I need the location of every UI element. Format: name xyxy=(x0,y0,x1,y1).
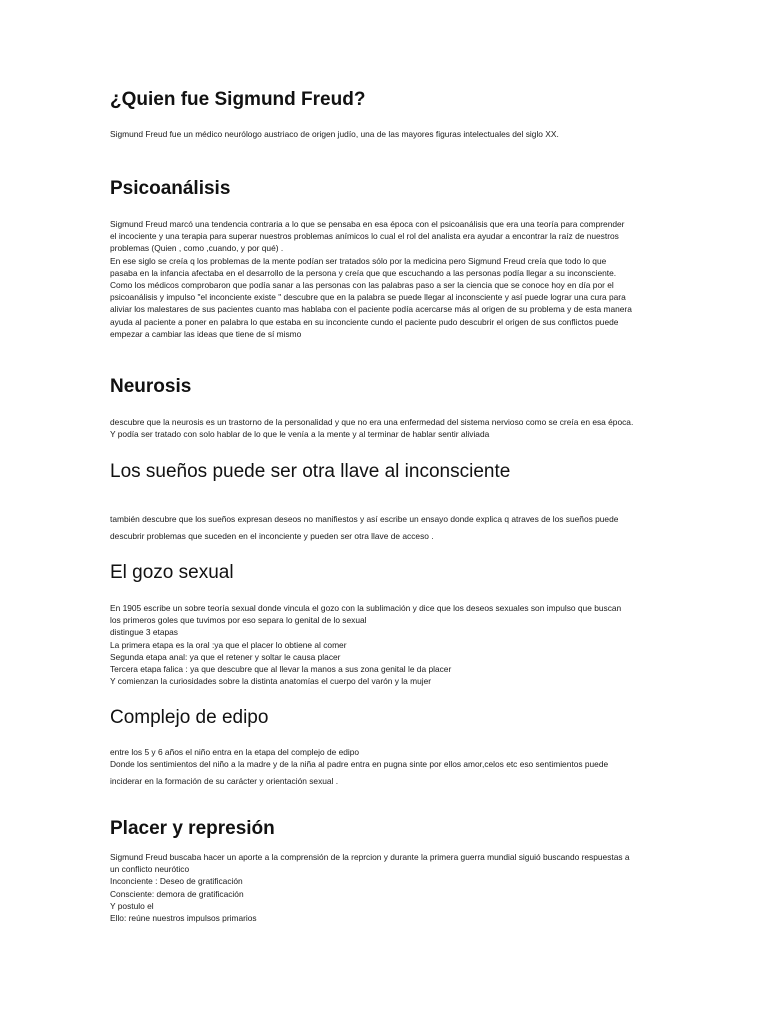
paragraph-gozo-sexual xyxy=(110,602,670,687)
text-line: descubrir problemas que suceden en el inconciente y pueden ser otra llave de acceso . xyxy=(110,531,434,541)
text-line: Sigmund Freud fue un médico neurólogo austriaco de origen judío, una de las mayores figuras intelectuales del siglo XX. xyxy=(110,129,559,139)
text-line: Ello: reúne nuestros impulsos primarios xyxy=(110,913,257,924)
section-heading-suenos: Los sueños puede ser otra llave al inconsciente xyxy=(110,461,511,482)
paragraph-complejo-edipo xyxy=(110,746,670,788)
text-line: Y podía ser tratado con solo hablar de lo que le venía a la mente y al terminar de hablar sentir aliviada xyxy=(110,429,490,440)
paragraph-quien-fue-freud xyxy=(110,128,670,140)
text-line: ayuda al paciente a poner en palabra lo que estaba en su inconciente cundo el paciente pudo descubrir el origen de sus conflictos puede xyxy=(110,316,619,327)
text-line: aliviar los malestares de sus pacientes cuanto mas hablaba con el paciente podía acercarse más al origen de su problema y de esta manera xyxy=(110,304,632,315)
text-line: Y postulo el xyxy=(110,900,154,911)
text-line: Como los médicos comprobaron que podía sanar a las personas con las palabras paso a ser la ciencia que se conoce hoy en día por el xyxy=(110,280,614,291)
text-line: Segunda etapa anal: ya que el retener y soltar le causa placer xyxy=(110,651,341,662)
text-line: Y comienzan la curiosidades sobre la distinta anatomías el cuerpo del varón y la mujer xyxy=(110,676,432,687)
paragraph-suenos xyxy=(110,511,670,545)
text-line: entre los 5 y 6 años el niño entra en la etapa del complejo de edipo xyxy=(110,747,360,757)
text-line: el incociente y una terapia para superar nuestros problemas anímicos lo cual el rol del analista era ayudar a encontrar la raíz de nuestros xyxy=(110,231,619,242)
text-line: Sigmund Freud buscaba hacer un aporte a la comprensión de la reprcion y durante la primera guerra mundial siguió buscando respuestas a xyxy=(110,852,630,862)
section-heading-complejo-edipo: Complejo de edipo xyxy=(110,707,269,728)
text-line: empezar a cambiar las ideas que tiene de sí mismo xyxy=(110,328,302,339)
text-line: Inconciente : Deseo de gratificación xyxy=(110,876,243,887)
text-line: Sigmund Freud marcó una tendencia contraria a lo que se pensaba en esa época con el psicoanálisis que era una teoría para comprender xyxy=(110,219,625,229)
text-line: descubre que la neurosis es un trastorno de la personalidad y que no era una enfermedad del sistema nervioso como se creía en esa época. xyxy=(110,417,634,427)
section-heading-psicoanalisis: Psicoanálisis xyxy=(110,178,231,199)
section-heading-quien-fue-freud: ¿Quien fue Sigmund Freud? xyxy=(110,89,366,110)
text-line: problemas (Quien , como ,cuando, y por qué) . xyxy=(110,243,284,254)
paragraph-placer-represion xyxy=(110,851,670,924)
text-line: Tercera etapa falica : ya que descubre que al llevar la manos a sus zona genital le da placer xyxy=(110,664,452,675)
text-line: En ese siglo se creía q los problemas de la mente podían ser tratados sólo por la medicina pero Sigmund Freud creía que todo lo que xyxy=(110,255,607,266)
section-heading-gozo-sexual: El gozo sexual xyxy=(110,562,234,583)
text-line: distingue 3 etapas xyxy=(110,627,178,638)
text-line: pasaba en la infancia afectaba en el desarrollo de la persona y creía que que escuchando a las personas podía llegar a su inconsciente. xyxy=(110,267,617,278)
section-heading-neurosis: Neurosis xyxy=(110,376,192,397)
text-line: los primeros goles que tuvimos por eso separa lo genital de lo sexual xyxy=(110,615,367,626)
text-line: En 1905 escribe un sobre teoría sexual donde vincula el gozo con la sublimación y dice que los deseos sexuales son impulso que buscan xyxy=(110,603,622,613)
text-line: psicoanálisis y impulso "el inconciente existe " descubre que en la palabra se puede llegar al inconsciente y así puede lograr una cura para xyxy=(110,292,626,303)
paragraph-neurosis xyxy=(110,416,670,440)
section-heading-placer-represion: Placer y represión xyxy=(110,818,275,839)
text-line: Consciente: demora de gratificación xyxy=(110,888,244,899)
text-line: también descubre que los sueños expresan deseos no manifiestos y así escribe un ensayo donde explica q atraves de los sueños puede xyxy=(110,514,619,524)
paragraph-psicoanalisis xyxy=(110,218,670,340)
text-line: Donde los sentimientos del niño a la madre y de la niña al padre entra en pugna sinte por ellos amor,celos etc eso sentimientos puede xyxy=(110,759,609,770)
text-line: inciderar en la formación de su carácter y orientación sexual . xyxy=(110,776,339,787)
text-line: un conflicto neurótico xyxy=(110,864,190,875)
text-line: La primera etapa es la oral :ya que el placer lo obtiene al comer xyxy=(110,639,347,650)
